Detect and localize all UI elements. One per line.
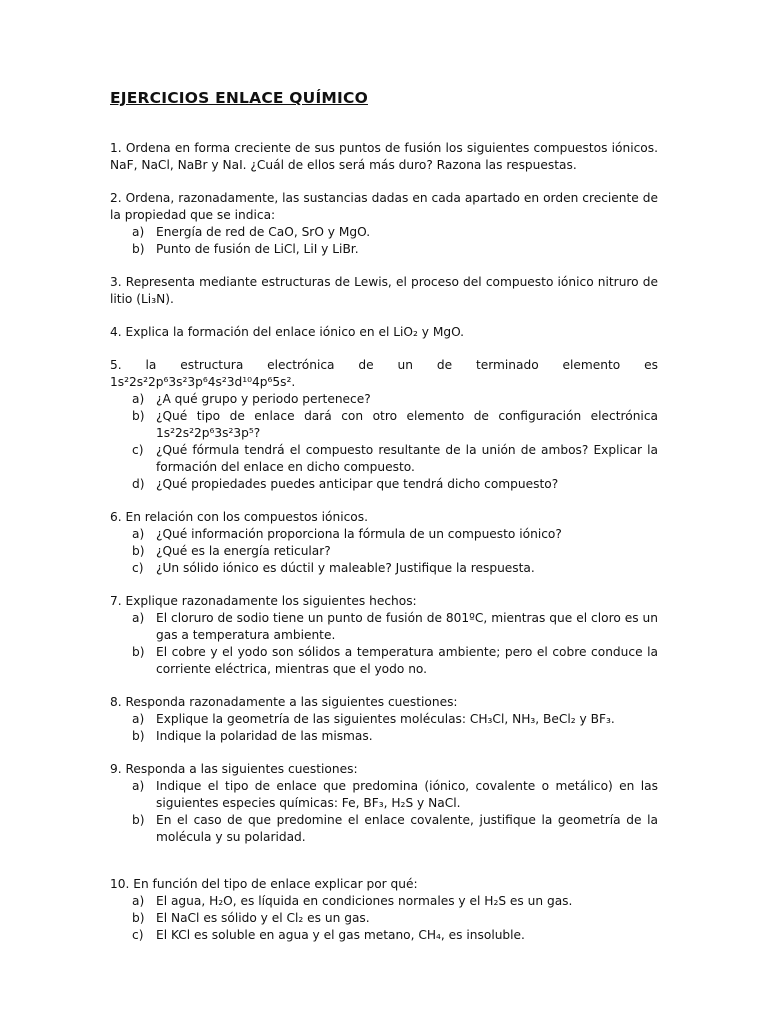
- sub-question-marker: b): [132, 409, 145, 423]
- sub-question-marker: a): [132, 894, 145, 908]
- sub-question: [110, 391, 658, 408]
- sub-question-text: ¿Un sólido iónico es dúctil y maleable? Justifique la respuesta.: [156, 561, 535, 575]
- sub-question-text: En el caso de que predomine el enlace covalente, justifique la geometría de la molécula y su polaridad.: [156, 813, 658, 844]
- sub-question-text: ¿Qué es la energía reticular?: [156, 544, 331, 558]
- sub-question-marker: d): [132, 477, 145, 491]
- sub-question: [110, 910, 658, 927]
- sub-question-marker: a): [132, 392, 145, 406]
- sub-question-marker: b): [132, 911, 145, 925]
- sub-question: [110, 728, 658, 745]
- sub-question: [110, 241, 658, 258]
- sub-question-list: [110, 391, 658, 493]
- sub-question-text: El cloruro de sodio tiene un punto de fusión de 801ºC, mientras que el cloro es un gas a temperatura ambiente.: [156, 611, 658, 642]
- exercise-statement: 6. En relación con los compuestos iónicos.: [110, 510, 368, 524]
- exercise-4: [110, 324, 658, 341]
- sub-question-list: [110, 610, 658, 678]
- sub-question-text: El NaCl es sólido y el Cl₂ es un gas.: [156, 911, 370, 925]
- sub-question: [110, 543, 658, 560]
- sub-question: [110, 526, 658, 543]
- sub-question-marker: b): [132, 729, 145, 743]
- sub-question-list: [110, 224, 658, 258]
- sub-question: [110, 224, 658, 241]
- exercise-5: [110, 357, 658, 493]
- sub-question-list: [110, 893, 658, 944]
- sub-question-marker: b): [132, 813, 145, 827]
- exercise-statement: 9. Responda a las siguientes cuestiones:: [110, 762, 358, 776]
- sub-question: [110, 927, 658, 944]
- exercise-10: [110, 876, 658, 944]
- exercise-9: [110, 761, 658, 846]
- sub-question: [110, 408, 658, 442]
- sub-question-marker: b): [132, 544, 145, 558]
- sub-question-list: [110, 778, 658, 846]
- exercise-list: [110, 140, 658, 944]
- sub-question: [110, 778, 658, 812]
- sub-question-text: ¿Qué fórmula tendrá el compuesto resultante de la unión de ambos? Explicar la formación del enlace en dicho compuesto.: [156, 443, 658, 474]
- sub-question-marker: a): [132, 611, 145, 625]
- sub-question-marker: a): [132, 712, 145, 726]
- exercise-statement: 3. Representa mediante estructuras de Lewis, el proceso del compuesto iónico nitruro de litio (Li₃N).: [110, 275, 658, 306]
- exercise-8: [110, 694, 658, 745]
- exercise-statement: 7. Explique razonadamente los siguientes hechos:: [110, 594, 417, 608]
- sub-question-text: Energía de red de CaO, SrO y MgO.: [156, 225, 371, 239]
- sub-question: [110, 476, 658, 493]
- sub-question-text: Explique la geometría de las siguientes moléculas: CH₃Cl, NH₃, BeCl₂ y BF₃.: [156, 712, 615, 726]
- exercise-statement: 10. En función del tipo de enlace explicar por qué:: [110, 877, 418, 891]
- exercise-statement: 4. Explica la formación del enlace iónico en el LiO₂ y MgO.: [110, 325, 465, 339]
- sub-question-text: El cobre y el yodo son sólidos a temperatura ambiente; pero el cobre conduce la corriente eléctrica, mientras que el yodo no.: [156, 645, 658, 676]
- sub-question-text: ¿A qué grupo y periodo pertenece?: [156, 392, 371, 406]
- sub-question: [110, 560, 658, 577]
- sub-question-marker: a): [132, 527, 145, 541]
- sub-question-marker: a): [132, 225, 145, 239]
- exercise-statement: 5. la estructura electrónica de un de terminado elemento es 1s²2s²2p⁶3s²3p⁶4s²3d¹⁰4p⁶5s².: [110, 358, 658, 389]
- sub-question-marker: c): [132, 928, 144, 942]
- sub-question-text: Indique el tipo de enlace que predomina (iónico, covalente o metálico) en las siguientes especies químicas: Fe, BF₃, H₂S y NaCl.: [156, 779, 658, 810]
- sub-question-list: [110, 526, 658, 577]
- sub-question-text: Indique la polaridad de las mismas.: [156, 729, 373, 743]
- exercise-statement: 1. Ordena en forma creciente de sus puntos de fusión los siguientes compuestos iónicos. NaF, NaCl, NaBr y NaI. ¿Cuál de ellos será más duro? Razona las respuestas.: [110, 141, 658, 172]
- sub-question-text: Punto de fusión de LiCl, LiI y LiBr.: [156, 242, 359, 256]
- sub-question-text: ¿Qué información proporciona la fórmula de un compuesto iónico?: [156, 527, 562, 541]
- sub-question-text: El KCl es soluble en agua y el gas metano, CH₄, es insoluble.: [156, 928, 525, 942]
- sub-question-marker: c): [132, 443, 144, 457]
- exercise-3: [110, 274, 658, 308]
- document-title: EJERCICIOS ENLACE QUÍMICO: [110, 89, 368, 107]
- sub-question-marker: c): [132, 561, 144, 575]
- exercise-statement: 8. Responda razonadamente a las siguientes cuestiones:: [110, 695, 458, 709]
- sub-question: [110, 812, 658, 846]
- sub-question: [110, 893, 658, 910]
- exercise-6: [110, 509, 658, 577]
- sub-question: [110, 610, 658, 644]
- sub-question-marker: b): [132, 242, 145, 256]
- sub-question: [110, 644, 658, 678]
- exercise-7: [110, 593, 658, 678]
- sub-question: [110, 442, 658, 476]
- sub-question-marker: a): [132, 779, 145, 793]
- sub-question-marker: b): [132, 645, 145, 659]
- sub-question-text: ¿Qué propiedades puedes anticipar que tendrá dicho compuesto?: [156, 477, 559, 491]
- exercise-1: [110, 140, 658, 174]
- sub-question-text: El agua, H₂O, es líquida en condiciones normales y el H₂S es un gas.: [156, 894, 573, 908]
- exercise-statement: 2. Ordena, razonadamente, las sustancias dadas en cada apartado en orden creciente de la propiedad que se indica:: [110, 191, 658, 222]
- sub-question-list: [110, 711, 658, 745]
- sub-question: [110, 711, 658, 728]
- sub-question-text: ¿Qué tipo de enlace dará con otro elemento de configuración electrónica 1s²2s²2p⁶3s²3p⁵?: [156, 409, 658, 440]
- exercise-2: [110, 190, 658, 258]
